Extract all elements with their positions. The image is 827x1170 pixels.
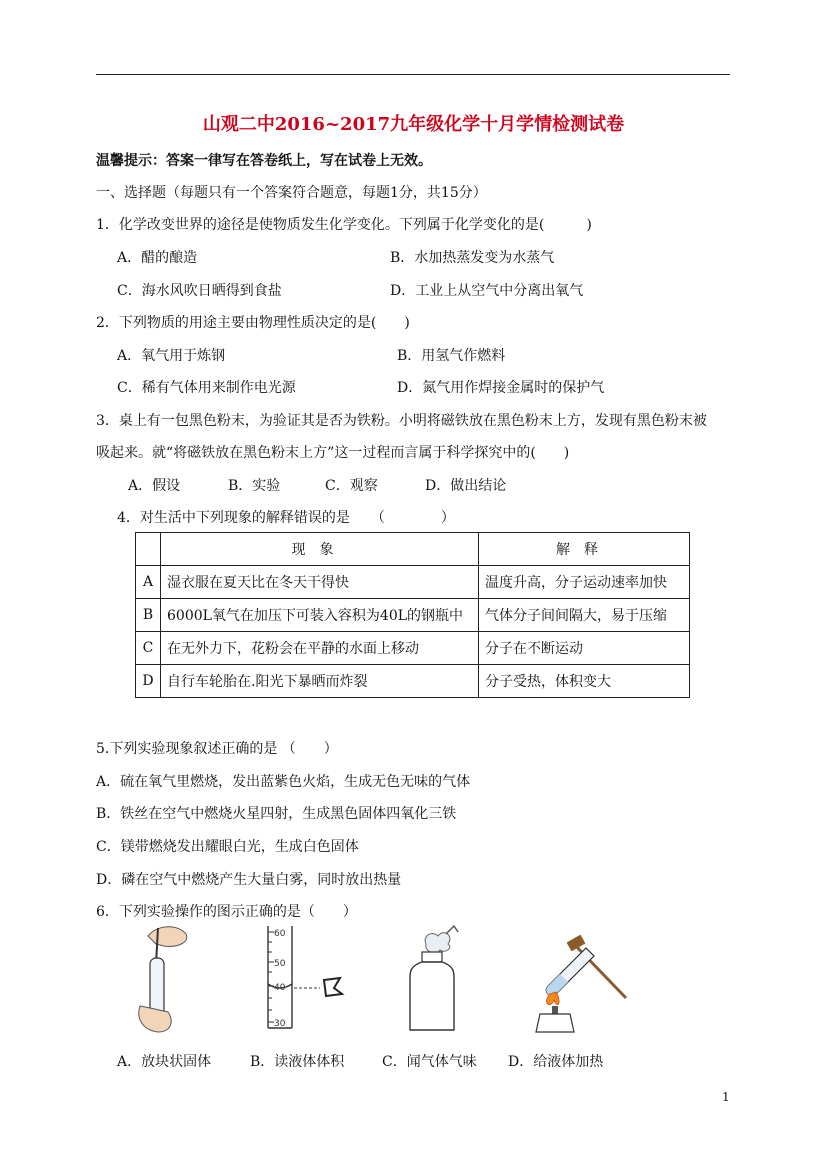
table-header-cell: 现象 [161,533,479,566]
q2-option-d: D．氮气用作焊接金属时的保护气 [397,380,605,396]
question-1-stem: 1．化学改变世界的途径是使物质发生化学变化。下列属于化学变化的是( ) [96,217,592,233]
q6-option-b: B．读液体体积 [250,1054,345,1070]
q6-option-a: A．放块状固体 [117,1054,212,1070]
table-cell: 分子受热，体积变大 [479,665,690,698]
cylinder-tick-label: 50 [274,959,286,969]
q3-option-c: C．观察 [325,478,378,494]
q3-option-a: A．假设 [128,478,181,494]
figure-c-gas-bottle [404,924,464,1036]
table-cell: 分子在不断运动 [479,632,690,665]
q1-option-c: C．海水风吹日晒得到食盐 [117,283,282,299]
question-2-stem: 2．下列物质的用途主要由物理性质决定的是( ) [96,315,410,331]
table-cell: 在无外力下，花粉会在平静的水面上移动 [161,632,479,665]
table-cell: D [136,665,161,698]
q4-table [135,532,690,698]
table-row [136,632,690,665]
q3-option-b: B．实验 [228,478,281,494]
question-3-stem-line2: 吸起来。就“将磁铁放在黑色粉末上方”这一过程而言属于科学探究中的( ) [96,445,570,461]
table-header-cell: 解释 [479,533,690,566]
page-title: 山观二中2016~2017九年级化学十月学情检测试卷 [202,114,625,135]
table-cell: 6000L氧气在加压下可装入容积为40L的钢瓶中 [161,599,479,632]
table-cell: 气体分子间间隔大，易于压缩 [479,599,690,632]
table-cell: A [136,566,161,599]
table-cell: B [136,599,161,632]
question-4-stem: 4．对生活中下列现象的解释错误的是 （ ） [117,510,455,526]
table-header-cell [136,533,161,566]
q5-option-b: B．铁丝在空气中燃烧火星四射，生成黑色固体四氧化三铁 [96,806,457,822]
figure-d-heating-liquid [528,932,632,1038]
q5-option-d: D．磷在空气中燃烧产生大量白雾，同时放出热量 [96,872,402,888]
cylinder-tick-label: 60 [274,929,286,939]
q5-option-c: C．镁带燃烧发出耀眼白光，生成白色固体 [96,839,359,855]
header-rule [96,74,730,75]
q1-option-b: B．水加热蒸发变为水蒸气 [390,250,555,266]
page-number: 1 [722,1090,730,1104]
notice: 温馨提示：答案一律写在答卷纸上，写在试卷上无效。 [96,153,432,169]
table-cell: 自行车轮胎在.阳光下暴晒而炸裂 [161,665,479,698]
q2-option-b: B．用氢气作燃料 [397,348,506,364]
figure-a-test-tube-solid [128,922,198,1036]
q3-option-d: D．做出结论 [425,478,507,494]
figure-b-graduated-cylinder [262,922,352,1032]
table-cell: 湿衣服在夏天比在冬天干得快 [161,566,479,599]
table-cell: 温度升高，分子运动速率加快 [479,566,690,599]
q6-option-c: C．闻气体气味 [382,1054,477,1070]
table-row [136,665,690,698]
q1-option-d: D．工业上从空气中分离出氧气 [390,283,584,299]
question-3-stem-line1: 3．桌上有一包黑色粉末，为验证其是否为铁粉。小明将磁铁放在黑色粉末上方，发现有黑色粉末被 [96,413,707,429]
cylinder-tick-label: 30 [274,1019,286,1029]
section-heading: 一、选择题（每题只有一个答案符合题意，每题1分，共15分） [96,185,487,201]
question-6-stem: 6．下列实验操作的图示正确的是（ ） [96,904,357,920]
table-row [136,599,690,632]
table-header-row [136,533,690,566]
question-5-stem: 5.下列实验现象叙述正确的是 （ ） [96,741,338,757]
q5-option-a: A．硫在氧气里燃烧，发出蓝紫色火焰，生成无色无味的气体 [96,774,471,790]
q6-option-d: D．给液体加热 [508,1054,604,1070]
q1-option-a: A．醋的酿造 [117,250,198,266]
table-row [136,566,690,599]
table-cell: C [136,632,161,665]
q2-option-a: A．氧气用于炼钢 [117,348,226,364]
q2-option-c: C．稀有气体用来制作电光源 [117,380,296,396]
cylinder-tick-label: 40 [274,983,286,993]
